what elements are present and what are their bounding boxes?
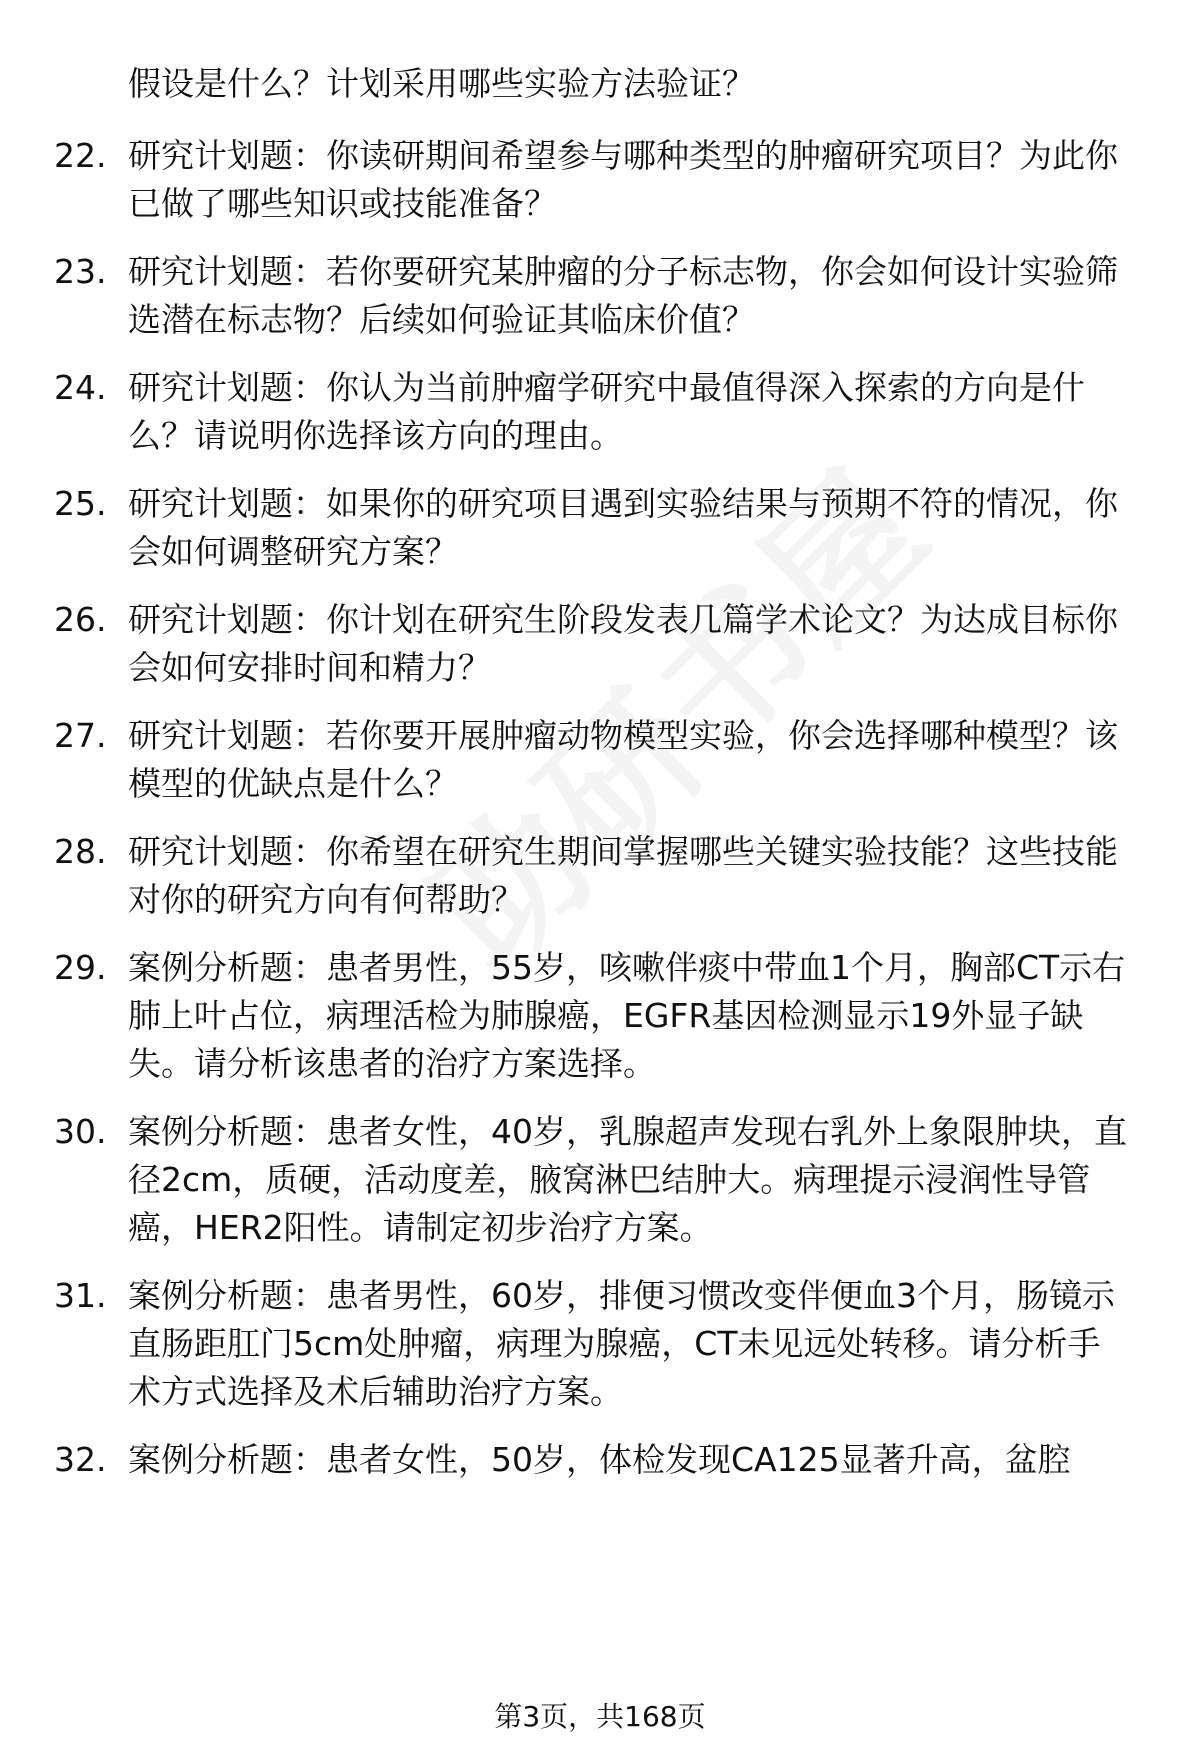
question-number: 22.: [54, 136, 107, 175]
question-31: [54, 1272, 1164, 1416]
question-26: [54, 596, 1164, 692]
question-text: 案例分析题：患者女性，50岁，体检发现CA125显著升高，盆腔: [128, 1440, 1071, 1479]
question-number: 29.: [54, 948, 107, 987]
question-number: 26.: [54, 600, 107, 639]
question-text: 研究计划题：你计划在研究生阶段发表几篇学术论文？为达成目标你会如何安排时间和精力？: [128, 600, 1118, 687]
question-number: 31.: [54, 1276, 107, 1315]
question-number: 24.: [54, 368, 107, 407]
question-number: 27.: [54, 716, 107, 755]
question-29: [54, 944, 1164, 1088]
question-number: 25.: [54, 484, 107, 523]
question-25: [54, 480, 1164, 576]
question-text: 研究计划题：你读研期间希望参与哪种类型的肿瘤研究项目？为此你已做了哪些知识或技能准备？: [128, 136, 1118, 223]
question-number: 23.: [54, 252, 107, 291]
question-32: [54, 1436, 1164, 1484]
question-24: [54, 364, 1164, 460]
question-text: 案例分析题：患者女性，40岁，乳腺超声发现右乳外上象限肿块，直径2cm，质硬，活动度差，腋窝淋巴结肿大。病理提示浸润性导管癌，HER2阳性。请制定初步治疗方案。: [128, 1112, 1127, 1247]
question-number: 32.: [54, 1440, 107, 1479]
page-footer: 第3页，共168页: [494, 1700, 706, 1733]
question-28: [54, 828, 1164, 924]
question-text: 研究计划题：你希望在研究生期间掌握哪些关键实验技能？这些技能对你的研究方向有何帮助？: [128, 832, 1118, 919]
question-number: 28.: [54, 832, 107, 871]
question-text: 案例分析题：患者男性，55岁，咳嗽伴痰中带血1个月，胸部CT示右肺上叶占位，病理活检为肺腺癌，EGFR基因检测显示19外显子缺失。请分析该患者的治疗方案选择。: [128, 948, 1126, 1083]
question-27: [54, 712, 1164, 808]
question-continuation: 假设是什么？计划采用哪些实验方法验证？: [128, 64, 755, 103]
question-text: 研究计划题：若你要开展肿瘤动物模型实验，你会选择哪种模型？该模型的优缺点是什么？: [128, 716, 1118, 803]
question-text: 研究计划题：如果你的研究项目遇到实验结果与预期不符的情况，你会如何调整研究方案？: [128, 484, 1118, 571]
question-text: 研究计划题：你认为当前肿瘤学研究中最值得深入探索的方向是什么？请说明你选择该方向的理由。: [128, 368, 1085, 455]
question-22: [54, 132, 1164, 228]
question-number: 30.: [54, 1112, 107, 1151]
question-30: [54, 1108, 1164, 1252]
question-23: [54, 248, 1164, 344]
question-text: 案例分析题：患者男性，60岁，排便习惯改变伴便血3个月，肠镜示直肠距肛门5cm处肿瘤，病理为腺癌，CT未见远处转移。请分析手术方式选择及术后辅助治疗方案。: [128, 1276, 1115, 1411]
question-text: 研究计划题：若你要研究某肿瘤的分子标志物，你会如何设计实验筛选潜在标志物？后续如何验证其临床价值？: [128, 252, 1118, 339]
